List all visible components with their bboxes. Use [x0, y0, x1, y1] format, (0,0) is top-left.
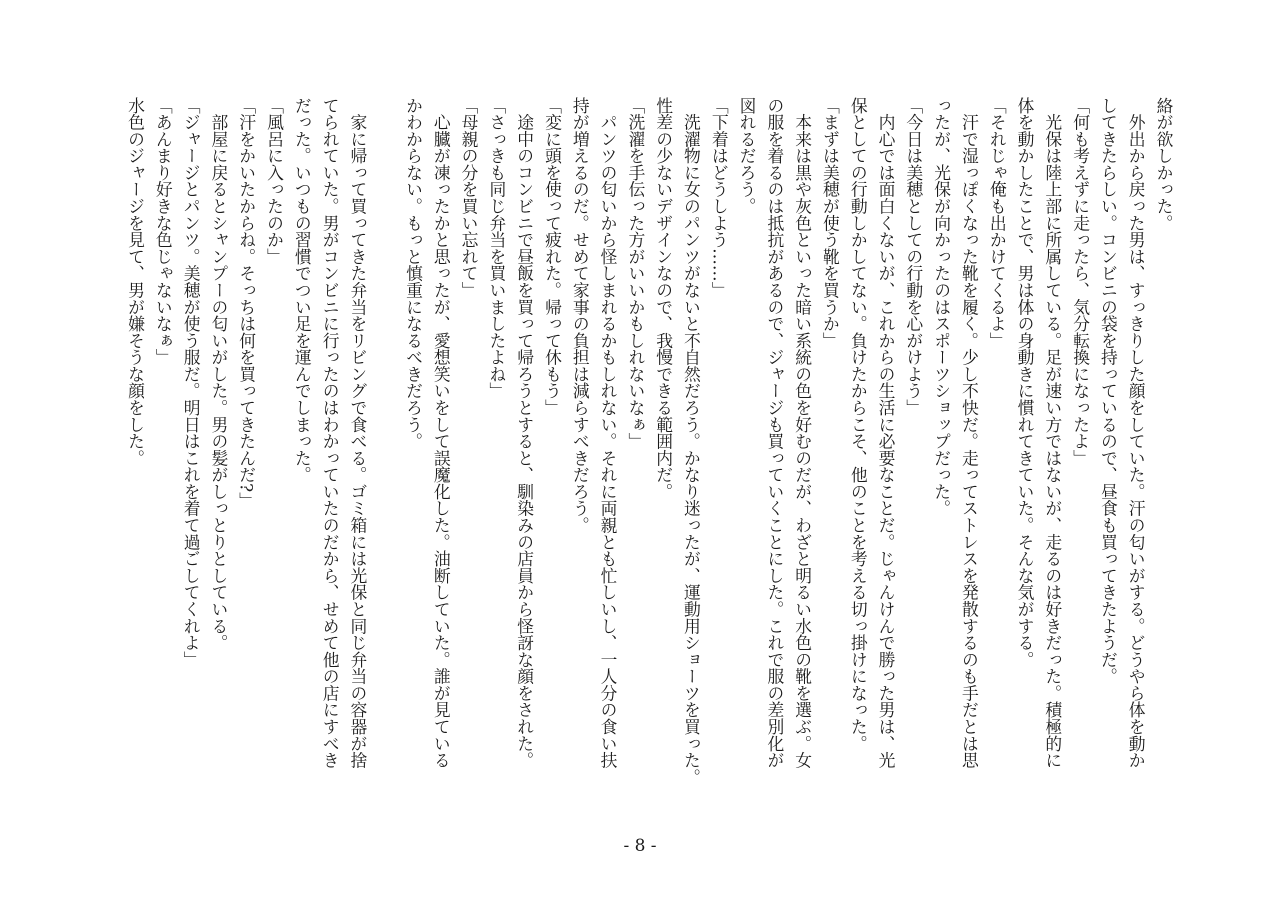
text-line: 心臓が凍ったかと思ったが、愛想笑いをして誤魔化した。油断していた。誰が見ている — [431, 97, 452, 769]
text-line: 「母親の分を買い忘れて」 — [459, 97, 480, 299]
text-line: パンツの匂いから怪しまれるかもしれない。それに両親とも忙しいし、一人分の食い扶 — [598, 97, 619, 769]
text-line: かわからない。もっと慎重になるべきだろう。 — [403, 97, 424, 450]
page-number: - 8 - — [623, 836, 657, 856]
text-line: 本来は黒や灰色といった暗い系統の色を好むのだが、わざと明るい水色の靴を選ぶ。女 — [792, 97, 813, 769]
text-line: 「汗をかいたからね。そっちは何を買ってきたんだ?」 — [236, 97, 257, 509]
text-line: 「風呂に入ったのか」 — [264, 97, 285, 265]
text-line: 光保は陸上部に所属している。足が速い方ではないが、走るのは好きだった。積極的に — [1042, 97, 1063, 769]
text-line: 性差の少ないデザインなので、我慢できる範囲内だ。 — [653, 97, 674, 500]
text-line: の服を着るのは抵抗があるので、ジャージも買っていくことにした。これで服の差別化が — [764, 97, 785, 769]
text-line: 「あんまり好きな色じゃないなぁ」 — [153, 97, 174, 366]
text-line: 部屋に戻るとシャンプーの匂いがした。男の髪がしっとりとしている。 — [208, 97, 229, 652]
text-line: 体を動かしたことで、男は体の身動きに慣れてきていた。そんな気がする。 — [1015, 97, 1036, 668]
text-line: 内心では面白くないが、これからの生活に必要なことだ。じゃんけんで勝った男は、光 — [876, 97, 897, 769]
text-line: 「洗濯を手伝った方がいいかもしれないなぁ」 — [625, 97, 646, 450]
text-line: 途中のコンビニで昼飯を買って帰ろうとすると、馴染みの店員から怪訝な顔をされた。 — [514, 97, 535, 769]
text-line: 水色のジャージを見て、男が嫌そうな顔をした。 — [125, 97, 146, 467]
text-line: てられていた。男がコンビニに行ったのはわかっていたのだから、せめて他の店にすべき — [320, 97, 341, 769]
text-line: だった。いつもの習慣でつい足を運んでしまった。 — [292, 97, 313, 484]
text-line: 「さっきも同じ弁当を買いましたよね」 — [486, 97, 507, 400]
text-line: してきたらしい。コンビニの袋を持っているので、昼食も買ってきたようだ。 — [1098, 97, 1119, 685]
text-line: 保としての行動しかしてない。負けたからこそ、他のことを考える切っ掛けになった。 — [848, 97, 869, 752]
text-line: 絡が欲しかった。 — [1154, 97, 1174, 232]
text-line: 「それじゃ俺も出かけてくるよ」 — [987, 97, 1008, 349]
text-line: ったが、光保が向かったのはスポーツショップだった。 — [931, 97, 952, 517]
text-line: 「ジャージとパンツ。美穂が使う服だ。明日はこれを着て過ごしてくれよ」 — [181, 97, 202, 668]
text-line: 家に帰って買ってきた弁当をリビングで食べる。ゴミ箱には光保と同じ弁当の容器が捨 — [347, 97, 368, 769]
text-line: 図れるだろう。 — [737, 97, 758, 215]
text-line: 「変に頭を使って疲れた。帰って休もう」 — [542, 97, 563, 417]
text-line: 外出から戻った男は、すっきりした顔をしていた。汗の匂いがする。どうやら体を動か — [1126, 97, 1147, 769]
text-line: 「何も考えずに走ったら、気分転換になったよ」 — [1070, 97, 1091, 467]
text-line: 持が増えるのだ。せめて家事の負担は減らすべきだろう。 — [570, 97, 591, 534]
text-line: 洗濯物に女のパンツがないと不自然だろう。かなり迷ったが、運動用ショーツを買った。 — [681, 97, 702, 786]
text-line: 「下着はどうしよう……」 — [709, 97, 730, 299]
text-line: 汗で湿っぽくなった靴を履く。少し不快だ。走ってストレスを発散するのも手だとは思 — [959, 97, 980, 769]
text-line — [371, 97, 399, 787]
body-text — [121, 97, 1177, 787]
text-line: 「まずは美穂が使う靴を買うか」 — [820, 97, 841, 349]
text-line: 「今日は美穂としての行動を心がけよう」 — [903, 97, 924, 417]
